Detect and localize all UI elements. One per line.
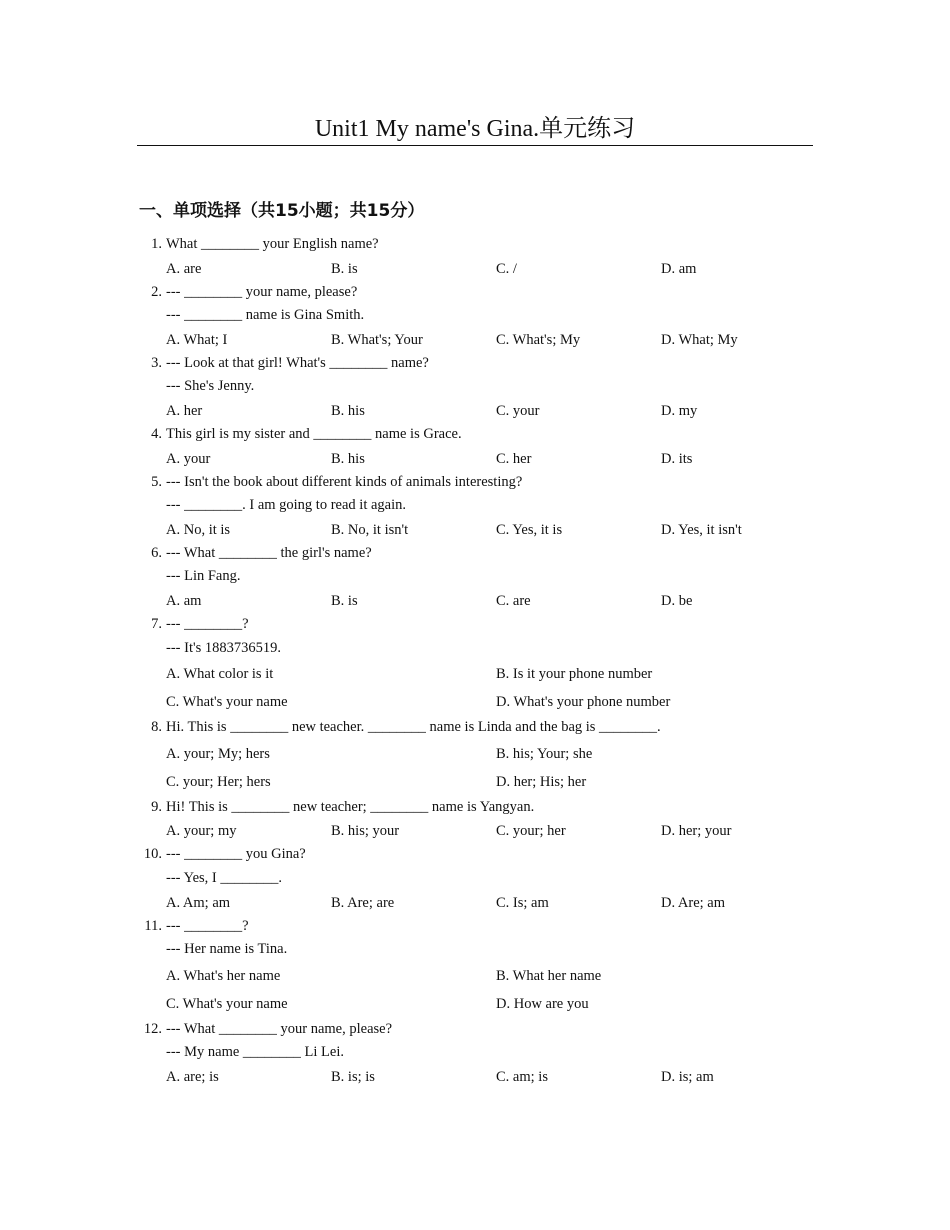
question-text: --- Look at that girl! What's ________ name? <box>166 354 429 371</box>
option-c: C. your <box>496 402 540 419</box>
option-c: C. am; is <box>496 1068 548 1085</box>
option-d: D. How are you <box>496 995 589 1012</box>
option-d: D. be <box>661 592 693 609</box>
question-item <box>140 1018 820 1089</box>
option-b: B. is <box>331 592 358 609</box>
option-a: A. your <box>166 450 211 467</box>
option-d: D. What's your phone number <box>496 694 671 711</box>
option-c: C. What's; My <box>496 331 581 348</box>
question-text: Hi! This is ________ new teacher; ________ name is Yangyan. <box>166 798 535 815</box>
question-text: --- ________ you Gina? <box>166 846 306 863</box>
option-b: B. his <box>331 402 365 419</box>
question-item <box>140 423 820 471</box>
option-c: C. Is; am <box>496 894 549 911</box>
option-a: A. No, it is <box>166 521 231 538</box>
question-text: --- She's Jenny. <box>166 378 255 395</box>
option-d: D. What; My <box>661 331 738 348</box>
option-b: B. his <box>331 450 365 467</box>
option-d: D. her; His; her <box>496 773 587 790</box>
option-b: B. What's; Your <box>331 331 423 348</box>
option-c: C. What's your name <box>166 694 288 711</box>
question-number: 2. <box>151 283 162 300</box>
question-number: 4. <box>151 425 162 442</box>
option-b: B. his; your <box>331 823 400 840</box>
question-number: 9. <box>151 798 162 815</box>
option-d: D. its <box>661 450 693 467</box>
question-text: --- ________? <box>166 917 249 934</box>
question-item <box>140 281 820 352</box>
option-d: D. my <box>661 402 698 419</box>
option-c: C. / <box>496 260 517 277</box>
question-text: --- ________. I am going to read it again. <box>166 497 406 514</box>
question-text: This girl is my sister and ________ name is Grace. <box>166 425 462 442</box>
question-number: 1. <box>151 236 162 252</box>
question-item <box>140 613 820 716</box>
option-b: B. No, it isn't <box>331 521 409 538</box>
question-list <box>140 233 820 1089</box>
question-text: What ________ your English name? <box>166 236 379 252</box>
option-b: B. his; Your; she <box>496 745 593 762</box>
question-item <box>140 843 820 914</box>
page-title: Unit1 My name's Gina.单元练习 <box>314 116 636 142</box>
option-c: C. What's your name <box>166 995 288 1012</box>
question-number: 7. <box>151 615 162 632</box>
option-a: A. your; my <box>166 823 237 840</box>
question-text: --- ________ your name, please? <box>166 283 358 300</box>
question-text: --- It's 1883736519. <box>166 639 281 656</box>
question-item <box>140 542 820 613</box>
question-text: Hi. This is ________ new teacher. ________ name is Linda and the bag is ________. <box>166 719 661 736</box>
question-item <box>140 352 820 423</box>
question-text: --- Yes, I ________. <box>166 869 282 886</box>
option-a: A. her <box>166 402 203 419</box>
option-a: A. What; I <box>166 331 228 348</box>
question-item <box>140 915 820 1018</box>
option-a: A. are <box>166 260 202 277</box>
question-text: --- My name ________ Li Lei. <box>166 1044 344 1061</box>
question-item <box>140 471 820 542</box>
question-number: 3. <box>151 354 162 371</box>
question-text: --- Isn't the book about different kinds of animals interesting? <box>166 473 523 490</box>
question-item <box>140 233 820 281</box>
option-a: A. your; My; hers <box>166 745 270 762</box>
option-a: A. are; is <box>166 1068 219 1085</box>
question-text: --- What ________ your name, please? <box>166 1020 393 1037</box>
question-item <box>140 796 820 844</box>
option-b: B. is; is <box>331 1068 375 1085</box>
question-text: --- ________? <box>166 615 249 632</box>
question-text: --- What ________ the girl's name? <box>166 544 372 561</box>
question-text: --- ________ name is Gina Smith. <box>166 307 365 324</box>
question-number: 5. <box>151 473 162 490</box>
option-d: D. Are; am <box>661 894 726 911</box>
option-c: C. your; her <box>496 823 566 840</box>
question-text: --- Lin Fang. <box>166 568 241 585</box>
option-b: B. Is it your phone number <box>496 666 653 683</box>
option-d: D. is; am <box>661 1068 714 1085</box>
option-a: A. What color is it <box>166 666 274 683</box>
question-number: 12. <box>143 1020 162 1037</box>
option-c: C. her <box>496 450 532 467</box>
question-number: 8. <box>151 719 162 736</box>
question-number: 6. <box>151 544 162 561</box>
option-b: B. What her name <box>496 967 602 984</box>
question-item <box>140 716 820 796</box>
option-a: A. am <box>166 592 202 609</box>
option-d: D. am <box>661 260 697 277</box>
option-c: C. your; Her; hers <box>166 773 271 790</box>
section-heading: 一、单项选择（共15小题；共15分） <box>139 201 425 221</box>
option-b: B. is <box>331 260 358 277</box>
option-d: D. Yes, it isn't <box>661 521 742 538</box>
option-c: C. Yes, it is <box>496 521 563 538</box>
option-a: A. What's her name <box>166 967 281 984</box>
option-c: C. are <box>496 592 531 609</box>
question-text: --- Her name is Tina. <box>166 941 288 958</box>
option-d: D. her; your <box>661 823 732 840</box>
option-a: A. Am; am <box>166 894 231 911</box>
option-b: B. Are; are <box>331 894 395 911</box>
question-number: 10. <box>143 846 162 863</box>
title-underline <box>137 145 813 146</box>
question-number: 11. <box>144 917 162 934</box>
